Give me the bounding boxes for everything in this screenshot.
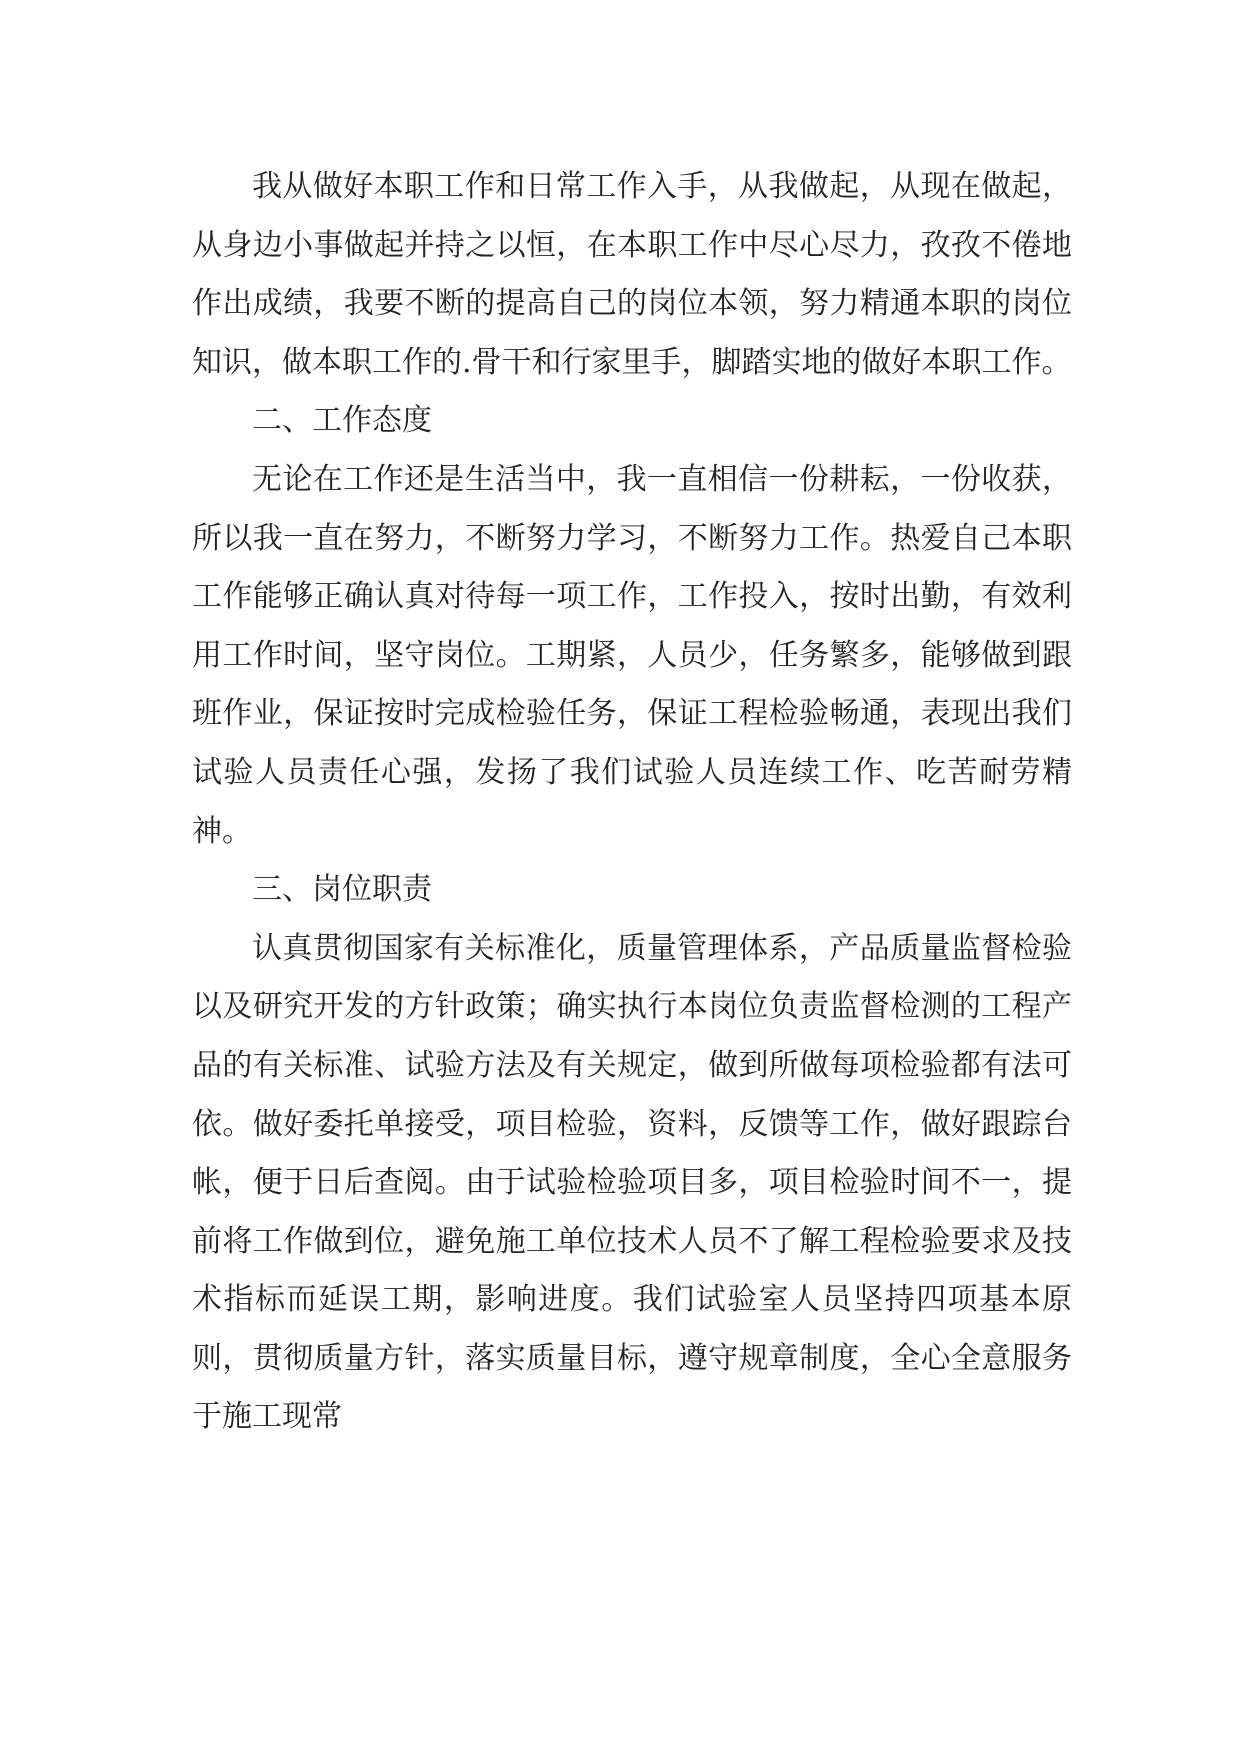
paragraph-work-attitude: 无论在工作还是生活当中，我一直相信一份耕耘，一份收获，所以我一直在努力，不断努力学习，不断努力工作。热爱自己本职工作能够正确认真对待每一项工作，工作投入，按时出勤，有效利用工作时间，坚守岗位。工期紧，人员少，任务繁多，能够做到跟班作业，保证按时完成检验任务，保证工程检验畅通，表现出我们试验人员责任心强，发扬了我们试验人员连续工作、吃苦耐劳精神。 — [192, 461, 1072, 849]
section-heading-job-duties: 三、岗位职责 — [252, 872, 432, 908]
section-heading-work-attitude: 二、工作态度 — [252, 403, 432, 439]
document-body — [192, 158, 1072, 1447]
paragraph-job-duties: 认真贯彻国家有关标准化，质量管理体系，产品质量监督检验以及研究开发的方针政策；确实执行本岗位负责监督检测的工程产品的有关标准、试验方法及有关规定，做到所做每项检验都有法可依。做好委托单接受，项目检验，资料，反馈等工作，做好跟踪台帐，便于日后查阅。由于试验检验项目多，项目检验时间不一，提前将工作做到位，避免施工单位技术人员不了解工程检验要求及技术指标而延误工期，影响进度。我们试验室人员坚持四项基本原则，贯彻质量方针，落实质量目标，遵守规章制度，全心全意服务于施工现常 — [192, 930, 1072, 1435]
paragraph-work-approach: 我从做好本职工作和日常工作入手，从我做起，从现在做起，从身边小事做起并持之以恒，在本职工作中尽心尽力，孜孜不倦地作出成绩，我要不断的提高自己的岗位本领，努力精通本职的岗位知识，做本职工作的.骨干和行家里手，脚踏实地的做好本职工作。 — [192, 169, 1072, 380]
